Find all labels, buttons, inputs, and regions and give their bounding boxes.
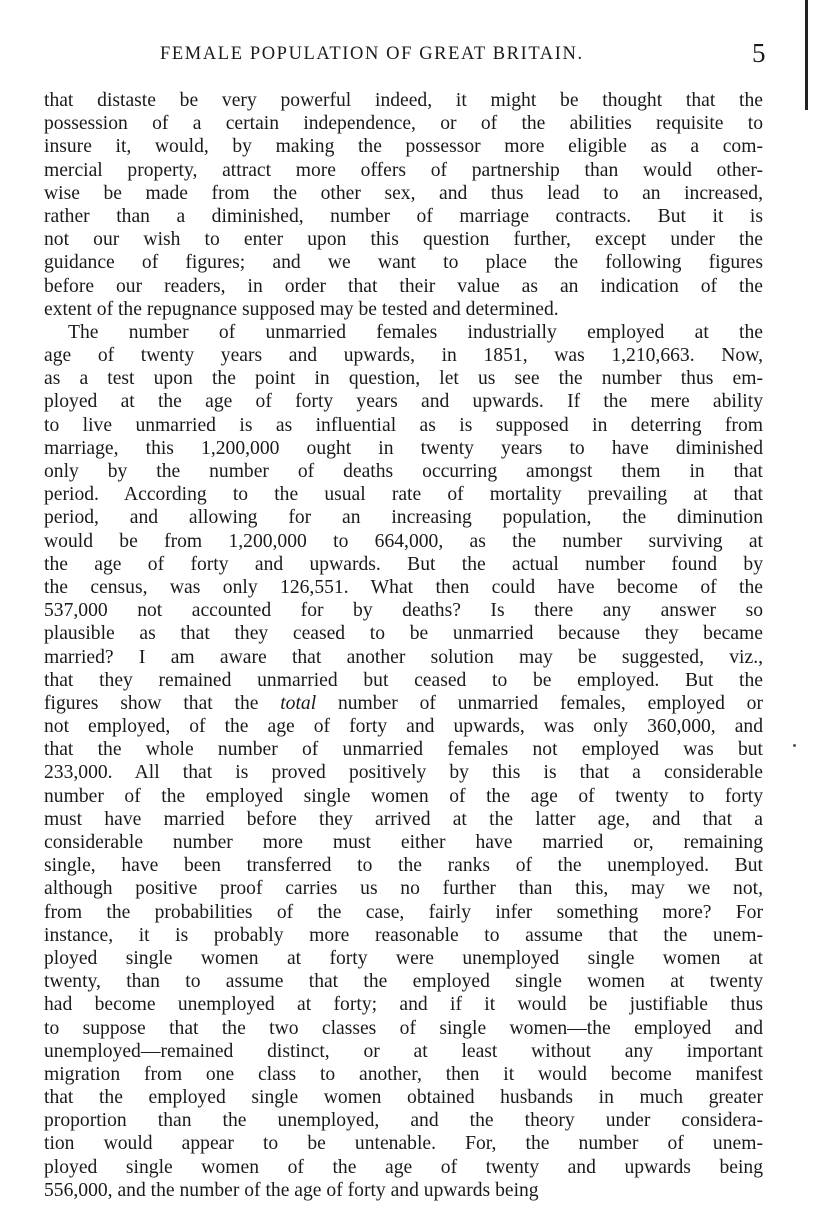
text-line: mercial property, attract more offers of partnership than would other- (44, 159, 763, 181)
text-line: marriage, this 1,200,000 ought in twenty years to have diminished (44, 437, 763, 459)
text-line: single, have been transferred to the ranks of the unemployed. But (44, 855, 763, 877)
page-number: 5 (752, 38, 766, 68)
text-line: wise be made from the other sex, and thus lead to an increased, (44, 182, 763, 204)
print-speck (793, 744, 796, 747)
text-line: migration from one class to another, then it would become manifest (44, 1063, 763, 1085)
text-line: ployed at the age of forty years and upwards. If the mere ability (44, 391, 763, 413)
text-line: had become unemployed at forty; and if it would be justifiable thus (44, 994, 763, 1016)
text-line: to live unmarried is as influential as is supposed in deterring from (44, 414, 763, 436)
text-line: considerable number more must either have married or, remaining (44, 832, 763, 853)
text-line: the census, was only 126,551. What then could have become of the (44, 576, 763, 598)
text-line: to suppose that the two classes of single women—the employed and (44, 1017, 763, 1039)
text-line: instance, it is probably more reasonable to assume that the unem- (44, 924, 763, 946)
text-line: the age of forty and upwards. But the actual number found by (44, 553, 763, 575)
text-line: 556,000, and the number of the age of forty and upwards being (44, 1179, 539, 1201)
text-line: number of the employed single women of the age of twenty to forty (44, 785, 763, 807)
text-line: from the probabilities of the case, fairly infer something more? For (44, 901, 763, 923)
text-line: not employed, of the age of forty and upwards, was only 360,000, and (44, 716, 763, 738)
text-line: age of twenty years and upwards, in 1851, was 1,210,663. Now, (44, 345, 763, 367)
text-line: would be from 1,200,000 to 664,000, as the number surviving at (44, 530, 763, 552)
running-head: FEMALE POPULATION OF GREAT BRITAIN. (160, 44, 584, 64)
text-line: ployed single women at forty were unemployed single women at (44, 947, 763, 969)
text-line: guidance of figures; and we want to place the following figures (44, 252, 763, 274)
text-line: ployed single women of the age of twenty and upwards being (44, 1156, 763, 1178)
text-line: unemployed—remained distinct, or at least without any important (44, 1040, 763, 1062)
text-line: only by the number of deaths occurring amongst them in that (44, 461, 763, 482)
text-line: insure it, would, by making the possessor more eligible as a com- (44, 136, 763, 158)
text-line: 233,000. All that is proved positively by this is that a considerable (44, 762, 763, 784)
text-line: that the employed single women obtained husbands in much greater (44, 1087, 763, 1109)
text-line: tion would appear to be untenable. For, the number of unem- (44, 1133, 763, 1155)
text-line: must have married before they arrived at the latter age, and that a (44, 808, 763, 830)
text-line: possession of a certain independence, or of the abilities requisite to (44, 113, 763, 135)
text-line: although positive proof carries us no further than this, may we not, (44, 878, 763, 900)
text-line: before our readers, in order that their value as an indication of the (44, 275, 763, 297)
text-line: that they remained unmarried but ceased to be employed. But the (44, 669, 763, 691)
text-line: proportion than the unemployed, and the theory under considera- (44, 1110, 763, 1132)
body-text (44, 89, 763, 1202)
text-line: 537,000 not accounted for by deaths? Is there any answer so (44, 600, 763, 622)
text-line: not our wish to enter upon this question further, except under the (44, 229, 763, 251)
text-line: figures show that the total number of unmarried females, employed or (44, 692, 763, 714)
text-line: as a test upon the point in question, let us see the number thus em- (44, 368, 763, 390)
text-line: period. According to the usual rate of mortality prevailing at that (44, 484, 763, 506)
text-line: The number of unmarried females industrially employed at the (68, 321, 763, 343)
text-line: that distaste be very powerful indeed, it might be thought that the (44, 90, 763, 111)
text-line: plausible as that they ceased to be unmarried because they became (44, 623, 763, 645)
text-line: period, and allowing for an increasing population, the diminution (44, 507, 763, 529)
page-header (0, 38, 828, 72)
text-line: rather than a diminished, number of marriage contracts. But it is (44, 205, 763, 227)
text-line: married? I am aware that another solution may be suggested, viz., (44, 646, 763, 668)
text-line: that the whole number of unmarried females not employed was but (44, 739, 763, 761)
text-line: twenty, than to assume that the employed single women at twenty (44, 971, 763, 993)
text-line: extent of the repugnance supposed may be tested and determined. (44, 298, 559, 320)
